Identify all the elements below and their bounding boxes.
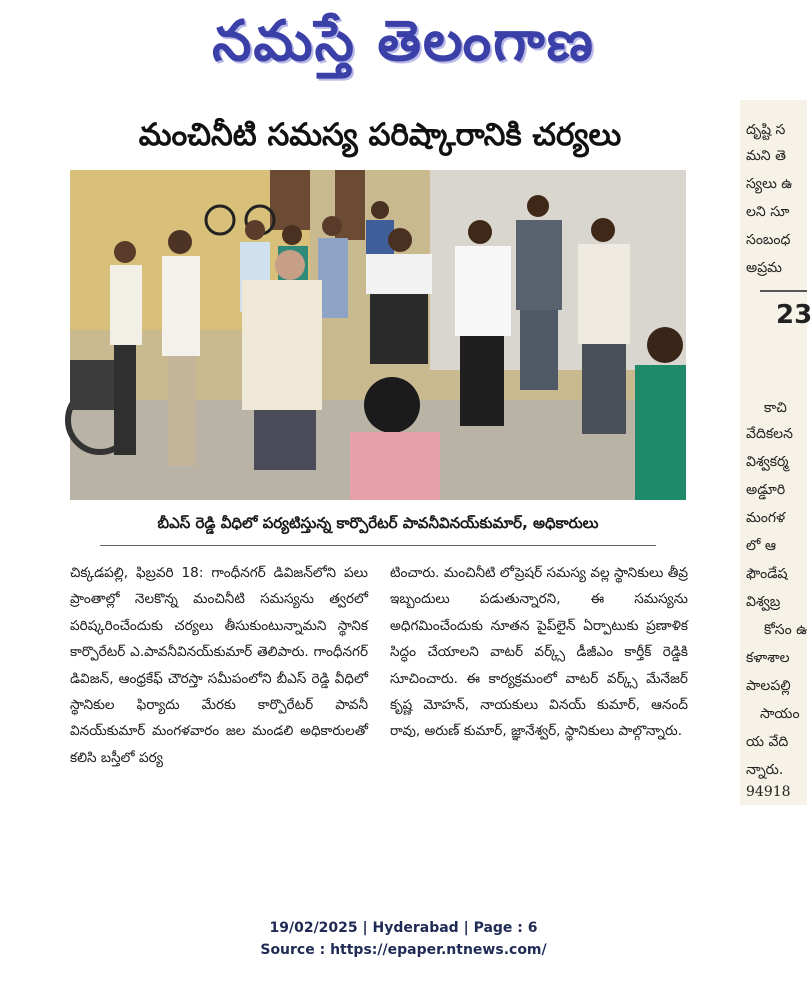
- caption-divider: [100, 545, 656, 546]
- neighbor-line: కాచి: [764, 400, 787, 416]
- neighbor-line: న్నారు.: [746, 762, 784, 778]
- neighbor-line: విశ్వకర్మ: [746, 454, 789, 470]
- neighbor-line: సాయం: [760, 706, 800, 722]
- neighbor-line: లో ఆ: [746, 538, 777, 554]
- source-footer: Source : https://epaper.ntnews.com/: [260, 942, 547, 958]
- article-text-col2: టించారు. మంచినీటి లోప్రెషర్ సమస్య వల్ల స్థానికులు తీవ్ర ఇబ్బందులు పడుతున్నారని, ఈ సమస్యను అధిగమించేందుకు నూతన పైప్‌లైన్ ఏర్పాటుకు ప్రణాళిక సిద్ధం చేయాలని వాటర్ వర్క్స్ డీజీఎం కార్తీక్ రెడ్డికి సూచించారు. ఈ కార్యక్రమంలో వాటర్ వర్క్స్ మేనేజర్ కృష్ణ మోహన్, నాయకులు వినయ్ కుమార్, ఆనంద్ రావు, అరుణ్ కుమార్, జ్ఞానేశ్వర్, స్థానికులు పాల్గొన్నారు.: [390, 565, 688, 740]
- neighbor-line: పాలపల్లి: [746, 678, 791, 694]
- neighbor-line: అప్రమ: [746, 260, 782, 276]
- article-text-col1: చిక్కడపల్లి, ఫిబ్రవరి 18: గాంధీనగర్ డివిజన్‌లోని పలు ప్రాంతాల్లో నెలకొన్న మంచినీటి సమస్యను త్వరలో పరిష్కరించేందుకు చర్యలు తీసుకుంటున్నామని స్థానిక కార్పొరేటర్ ఎ.పావనీవినయ్‌కుమార్ తెలిపారు. గాంధీనగర్ డివిజన్, ఆంధ్రకేఫ్ చౌరస్తా సమీపంలోని బీఎస్ రెడ్డి వీధిలో స్థానికుల ఫిర్యాదు మేరకు కార్పొరేటర్ పావనీ వినయ్‌కుమార్ మంగళవారం జల మండలి అధికారులతో కలిసి బస్తీలో పర్య: [70, 565, 368, 766]
- neighbor-line: కళాశాల: [746, 650, 790, 666]
- neighbor-line: 94918: [746, 784, 791, 800]
- neighbor-line: దృష్టి స: [746, 122, 786, 138]
- neighbor-line: య వేది: [746, 734, 789, 750]
- neighbor-line: విశ్వబ్ర: [746, 594, 781, 610]
- neighbor-line: అడ్డూరి: [746, 482, 786, 498]
- neighbor-line: ఫౌండేష: [746, 566, 788, 582]
- article-column-2: [390, 560, 688, 745]
- newspaper-masthead: నమస్తే తెలంగాణ: [212, 9, 595, 74]
- article-photo: [70, 170, 686, 500]
- article-headline: మంచినీటి సమస్య పరిష్కారానికి చర్యలు: [138, 117, 622, 153]
- neighbor-line: స్యలు ఉ: [746, 176, 793, 192]
- neighbor-line: సంబంధ: [746, 232, 791, 248]
- neighbor-line: వేదికలన: [746, 426, 793, 442]
- article-column-1: [70, 560, 368, 771]
- photo-caption: బీఎస్ రెడ్డి వీధిలో పర్యటిస్తున్న కార్పొరేటర్ పావనీవినయ్‌కుమార్, అధికారులు: [157, 514, 599, 532]
- adjacent-article-fragment: [740, 100, 812, 805]
- neighbor-divider: [760, 290, 807, 292]
- neighbor-line: మని తె: [746, 148, 786, 164]
- neighbor-heading: 23: [776, 300, 812, 330]
- neighbor-line: కోసం ఉ: [764, 622, 808, 638]
- neighbor-line: లని సూ: [746, 204, 790, 220]
- neighbor-line: మంగళ: [746, 510, 786, 526]
- page-info-footer: 19/02/2025 | Hyderabad | Page : 6: [269, 920, 538, 936]
